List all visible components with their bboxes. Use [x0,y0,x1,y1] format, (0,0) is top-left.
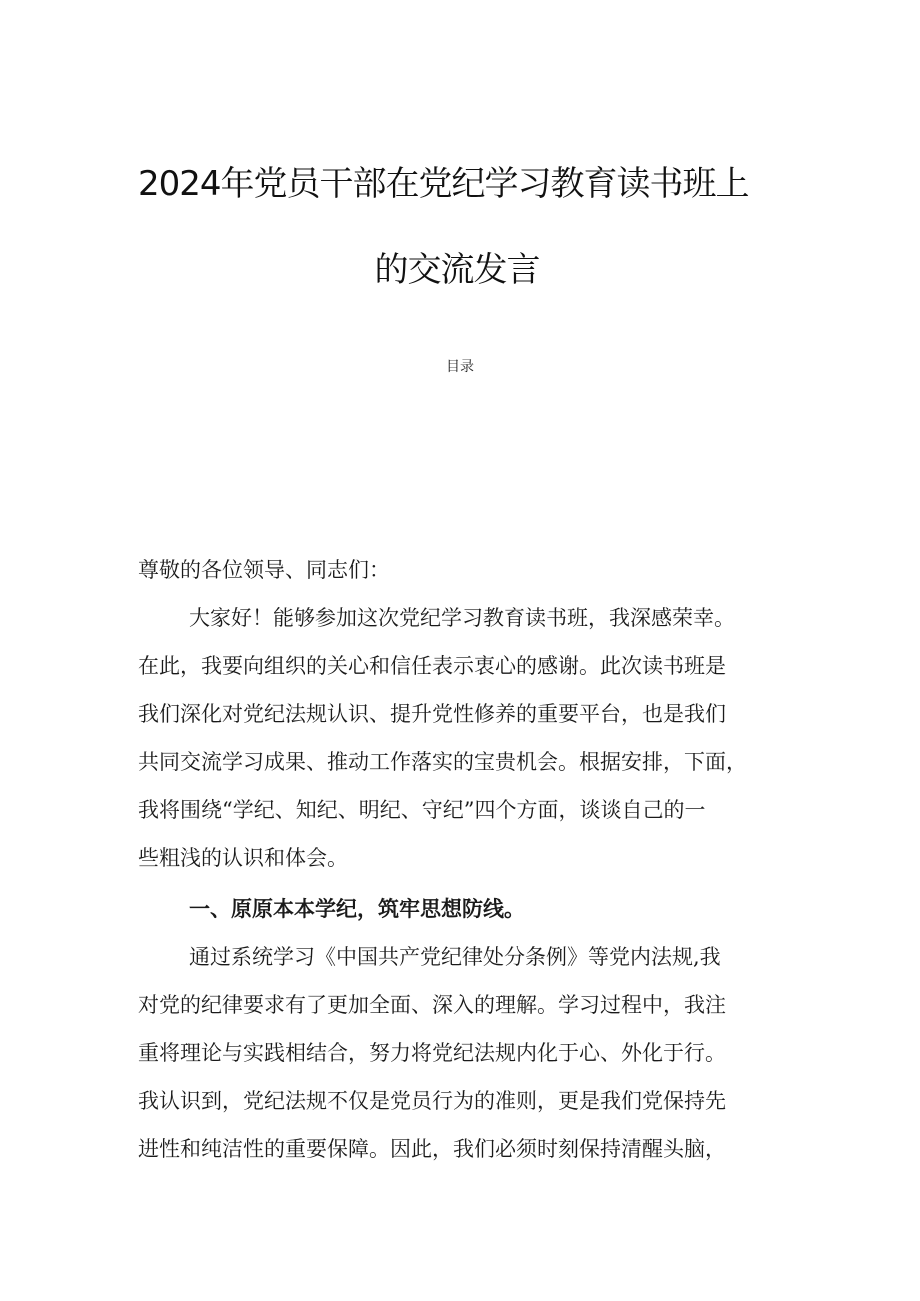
paragraph-1-line-2: 在此，我要向组织的关心和信任表示衷心的感谢。此次读书班是 [138,654,726,678]
section-heading-1: 一、原原本本学纪，筑牢思想防线。 [189,897,525,921]
paragraph-2-line-4: 我认识到，党纪法规不仅是党员行为的准则，更是我们党保持先 [138,1089,726,1113]
paragraph-2-line-2: 对党的纪律要求有了更加全面、深入的理解。学习过程中，我注 [138,993,726,1017]
document-title-line-1: 2024年党员干部在党纪学习教育读书班上 [138,164,749,204]
paragraph-2-line-5: 进性和纯洁性的重要保障。因此，我们必须时刻保持清醒头脑， [138,1137,726,1161]
document-title-line-2: 的交流发言 [374,250,540,290]
paragraph-1-line-5: 我将围绕“学纪、知纪、明纪、守纪”四个方面，谈谈自己的一 [138,798,706,822]
paragraph-1-line-1: 大家好！能够参加这次党纪学习教育读书班，我深感荣幸。 [189,606,735,630]
paragraph-1-line-4: 共同交流学习成果、推动工作落实的宝贵机会。根据安排，下面， [138,750,747,774]
toc-label: 目录 [446,359,474,375]
paragraph-1-line-3: 我们深化对党纪法规认识、提升党性修养的重要平台，也是我们 [138,702,726,726]
paragraph-2-line-1: 通过系统学习《中国共产党纪律处分条例》等党内法规,我 [189,945,721,969]
paragraph-2-line-3: 重将理论与实践相结合，努力将党纪法规内化于心、外化于行。 [138,1041,726,1065]
paragraph-1-line-6: 些粗浅的认识和体会。 [138,846,348,870]
salutation: 尊敬的各位领导、同志们： [138,558,390,582]
